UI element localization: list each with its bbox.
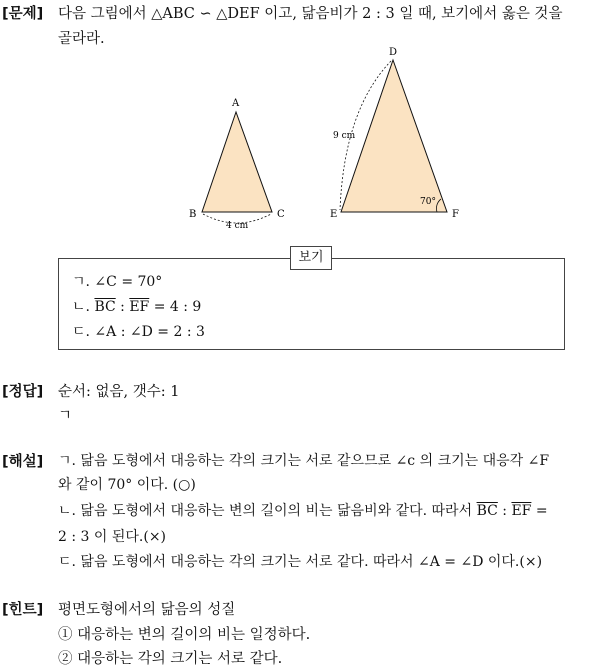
vertex-c-label: C <box>277 209 285 220</box>
explanation-segment-bc: $\overline{BC}$ <box>476 503 498 519</box>
segment-ef: $\overline{EF}$ <box>129 299 150 315</box>
angle-f-label: 70° <box>420 197 436 207</box>
vertex-a-label: A <box>232 98 240 109</box>
bogi-item-2-suffix: = 4 : 9 <box>149 299 202 315</box>
explanation-line3 <box>58 500 548 520</box>
explanation-line4: 2 : 3 이 된다.(×) <box>58 529 167 545</box>
bogi-title: 보기 <box>290 246 332 270</box>
explanation-label: [해설] <box>2 454 44 470</box>
bogi-item-2-colon: : <box>115 299 130 315</box>
explanation-line3-prefix: ㄴ. 닮음 도형에서 대응하는 변의 길이의 비는 닮음비와 같다. 따라서 <box>58 503 477 519</box>
vertex-f-label: F <box>452 209 459 220</box>
hint-line3: ② 대응하는 각의 크기는 서로 같다. <box>58 651 283 667</box>
explanation-line2: 와 같이 70° 이다. (○) <box>58 477 196 493</box>
segment-bc: $\overline{BC}$ <box>94 299 116 315</box>
explanation-line3-colon: : <box>497 503 512 519</box>
triangle-def <box>341 60 447 212</box>
hint-label: [힌트] <box>2 602 44 618</box>
answer-line1: 순서: 없음, 갯수: 1 <box>58 384 180 400</box>
vertex-e-label: E <box>330 209 338 220</box>
answer-line2: ㄱ <box>58 408 73 424</box>
bogi-item-2-prefix: ㄴ. <box>72 299 95 315</box>
bogi-item-1: ㄱ. ∠C = 70° <box>72 274 163 290</box>
similar-triangles-figure <box>0 40 592 240</box>
problem-text-line2: 골라라. <box>58 31 105 47</box>
answer-label: [정답] <box>2 384 44 400</box>
vertex-d-label: D <box>389 47 398 58</box>
bogi-item-3: ㄷ. ∠A : ∠D = 2 : 3 <box>72 324 205 340</box>
explanation-line1: ㄱ. 닮음 도형에서 대응하는 각의 크기는 서로 같으므로 ∠c 의 크기는 대응각 ∠F <box>58 453 550 469</box>
problem-label: [문제] <box>2 6 44 22</box>
vertex-b-label: B <box>189 209 197 220</box>
bc-length-label: 4 cm <box>226 221 249 231</box>
de-length-label: 9 cm <box>333 131 356 141</box>
hint-line1: 평면도형에서의 닮음의 성질 <box>58 602 236 618</box>
explanation-line5: ㄷ. 닮음 도형에서 대응하는 각의 크기는 서로 같다. 따라서 ∠A = ∠D 이다.(×) <box>58 554 543 570</box>
explanation-line3-suffix: = <box>531 503 548 519</box>
hint-line2: ① 대응하는 변의 길이의 비는 일정하다. <box>58 627 311 643</box>
problem-text-line1: 다음 그림에서 △ABC ∽ △DEF 이고, 닮음비가 2 : 3 일 때, 보기에서 옳은 것을 <box>58 6 563 22</box>
explanation-segment-ef: $\overline{EF}$ <box>511 503 532 519</box>
bogi-item-2 <box>72 296 201 316</box>
triangle-abc <box>202 112 272 212</box>
